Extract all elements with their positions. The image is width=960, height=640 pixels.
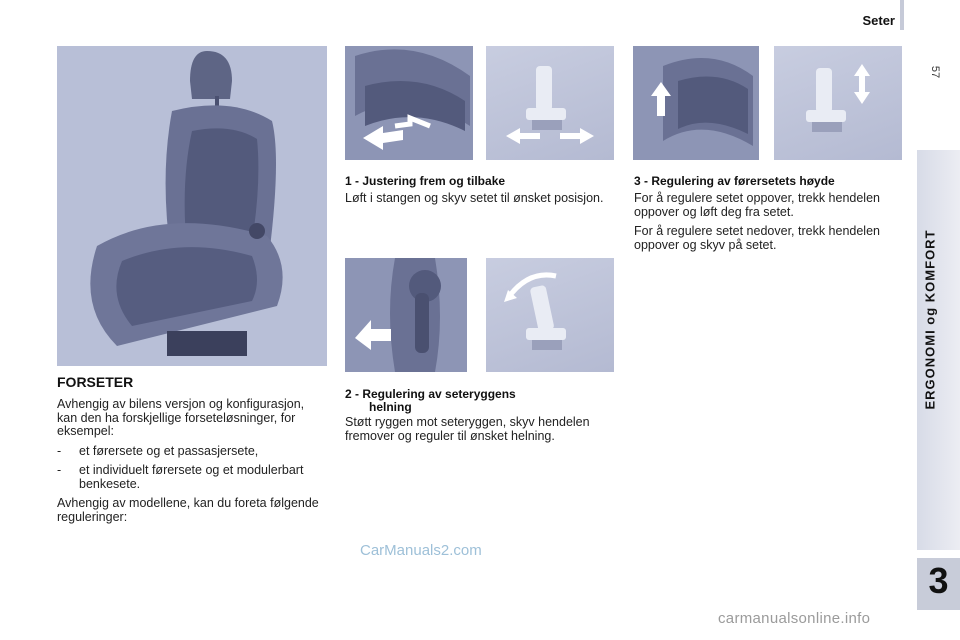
chapter-title-text: ERGONOMI og KOMFORT bbox=[922, 229, 938, 410]
section3-text-1: For å regulere setet oppover, trekk hendelen oppover og løft deg fra setet. bbox=[634, 191, 880, 219]
section2-heading: 2 - Regulering av seteryggens helning bbox=[345, 387, 516, 414]
recline-lever-photo bbox=[345, 258, 467, 372]
carmanuals-watermark: CarManuals2.com bbox=[360, 542, 482, 559]
intro-body bbox=[57, 398, 327, 530]
chapter-number: 3 bbox=[928, 560, 949, 601]
arrow-down-icon bbox=[854, 82, 870, 104]
slider-lever-photo bbox=[345, 46, 473, 160]
intro-paragraph-1: Avhengig av bilens versjon og konfigurasjon, kan den ha forskjellige forseteløsninger, for eksempel: bbox=[57, 397, 305, 438]
front-seat-photo bbox=[57, 46, 327, 366]
intro-heading: FORSETER bbox=[57, 374, 134, 390]
intro-list-item: - et førersete og et passasjersete, bbox=[57, 443, 259, 458]
seat-illustration bbox=[57, 46, 327, 366]
section1-heading: 1 - Justering frem og tilbake bbox=[345, 174, 506, 188]
section2-text: Støtt ryggen mot seteryggen, skyv hendelen fremover og reguler til ønsket helning. bbox=[345, 415, 590, 443]
section3-body bbox=[634, 192, 909, 258]
arrow-left-icon bbox=[506, 128, 540, 144]
section3-text-2: For å regulere setet nedover, trekk hendelen oppover og skyv på setet. bbox=[634, 224, 880, 252]
page-header-title: Seter bbox=[862, 13, 895, 28]
height-lever-photo bbox=[633, 46, 759, 160]
section3-heading: 3 - Regulering av førersetets høyde bbox=[634, 174, 835, 188]
header-divider bbox=[900, 0, 904, 30]
footer-watermark: carmanualsonline.info bbox=[718, 610, 871, 627]
slider-diagram bbox=[486, 46, 614, 160]
intro-paragraph-2: Avhengig av modellene, kan du foreta følgende reguleringer: bbox=[57, 496, 319, 524]
intro-list-item: - et individuelt førersete og et modulerbart benkesete. bbox=[57, 463, 304, 491]
arrow-right-icon bbox=[560, 128, 594, 144]
height-diagram bbox=[774, 46, 902, 160]
page-number: 57 bbox=[929, 65, 941, 79]
section1-text: Løft i stangen og skyv setet til ønsket posisjon. bbox=[345, 191, 604, 205]
recline-diagram bbox=[486, 258, 614, 372]
